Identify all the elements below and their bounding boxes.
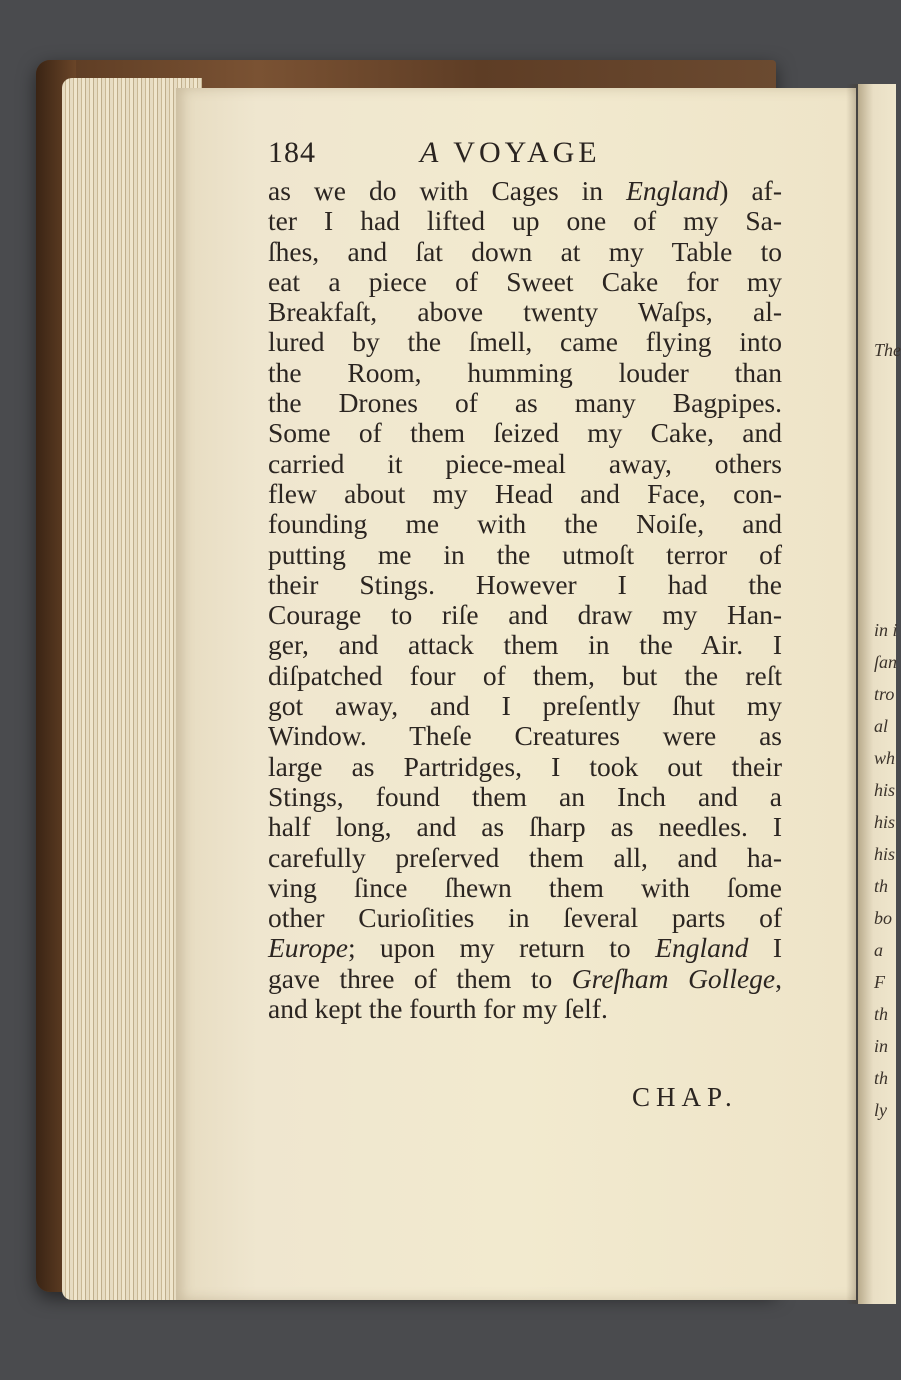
text-line: the Drones of as many Bagpipes. xyxy=(268,387,782,419)
facing-fragment: wh xyxy=(874,748,896,768)
text-line: as we do with Cages in England) af- xyxy=(268,175,782,206)
text-line: ger, and attack them in the Air. I xyxy=(268,629,782,661)
text-line: their Stings. However I had the xyxy=(268,568,782,600)
running-head xyxy=(268,132,788,172)
text-line: founding me with the Noiſe, and xyxy=(268,508,782,540)
body-text xyxy=(268,176,782,1024)
facing-fragment: his xyxy=(874,780,896,800)
text-line: Some of them ſeized my Cake, and xyxy=(268,417,782,449)
facing-fragment: ly xyxy=(874,1100,887,1120)
facing-fragment: The xyxy=(874,340,901,360)
text-line: putting me in the utmoſt terror of xyxy=(268,538,782,570)
facing-fragment: th xyxy=(874,1004,889,1024)
running-title-word: VOYAGE xyxy=(453,136,601,169)
text-line: Courage to riſe and draw my Han- xyxy=(268,599,782,631)
text-line: diſpatched four of them, but the reſt xyxy=(268,659,782,691)
text-line: carefully preſerved them all, and ha- xyxy=(268,841,782,873)
text-line: half long, and as ſharp as needles. I xyxy=(268,811,782,843)
text-line: ving ſince ſhewn them with ſome xyxy=(268,871,782,903)
facing-fragment: in i xyxy=(874,620,898,640)
running-title-article: A xyxy=(420,136,443,169)
facing-fragment: his xyxy=(874,844,896,864)
text-line: ſhes, and ſat down at my Table to xyxy=(268,235,782,267)
catchword: CHAP. xyxy=(632,1082,738,1112)
text-line: got away, and I preſently ſhut my xyxy=(268,690,782,722)
facing-page-fragments xyxy=(864,120,901,1300)
facing-fragment: his xyxy=(874,812,896,832)
text-line: carried it piece-meal away, others xyxy=(268,447,782,479)
text-line: ter I had lifted up one of my Sa- xyxy=(268,205,782,237)
text-line: eat a piece of Sweet Cake for my xyxy=(268,265,782,297)
page-number: 184 xyxy=(268,136,316,169)
text-line: flew about my Head and Face, con- xyxy=(268,477,782,509)
facing-fragment: bo xyxy=(874,908,892,928)
text-line: and kept the fourth for my ſelf. xyxy=(268,993,608,1025)
facing-fragment: F xyxy=(874,972,885,992)
facing-fragment: tro xyxy=(874,684,895,704)
text-line: gave three of them to Greſham Gollege, xyxy=(268,962,782,994)
text-line: large as Partridges, I took out their xyxy=(268,750,782,782)
text-line: other Curioſities in ſeveral parts of xyxy=(268,902,782,934)
facing-fragment: ſan xyxy=(874,652,898,672)
text-line: Breakfaſt, above twenty Waſps, al- xyxy=(268,296,782,328)
text-line: Window. Theſe Creatures were as xyxy=(268,720,782,752)
facing-fragment: th xyxy=(874,1068,889,1088)
running-title xyxy=(420,136,601,170)
facing-fragment: in xyxy=(874,1036,889,1056)
facing-fragment: al xyxy=(874,716,889,736)
facing-fragment: th xyxy=(874,876,889,896)
text-line: Stings, found them an Inch and a xyxy=(268,780,782,812)
text-line: Europe; upon my return to England I xyxy=(268,932,782,964)
facing-fragment: a xyxy=(874,940,883,960)
text-line: lured by the ſmell, came flying into xyxy=(268,326,782,358)
text-line: the Room, humming louder than xyxy=(268,356,782,388)
